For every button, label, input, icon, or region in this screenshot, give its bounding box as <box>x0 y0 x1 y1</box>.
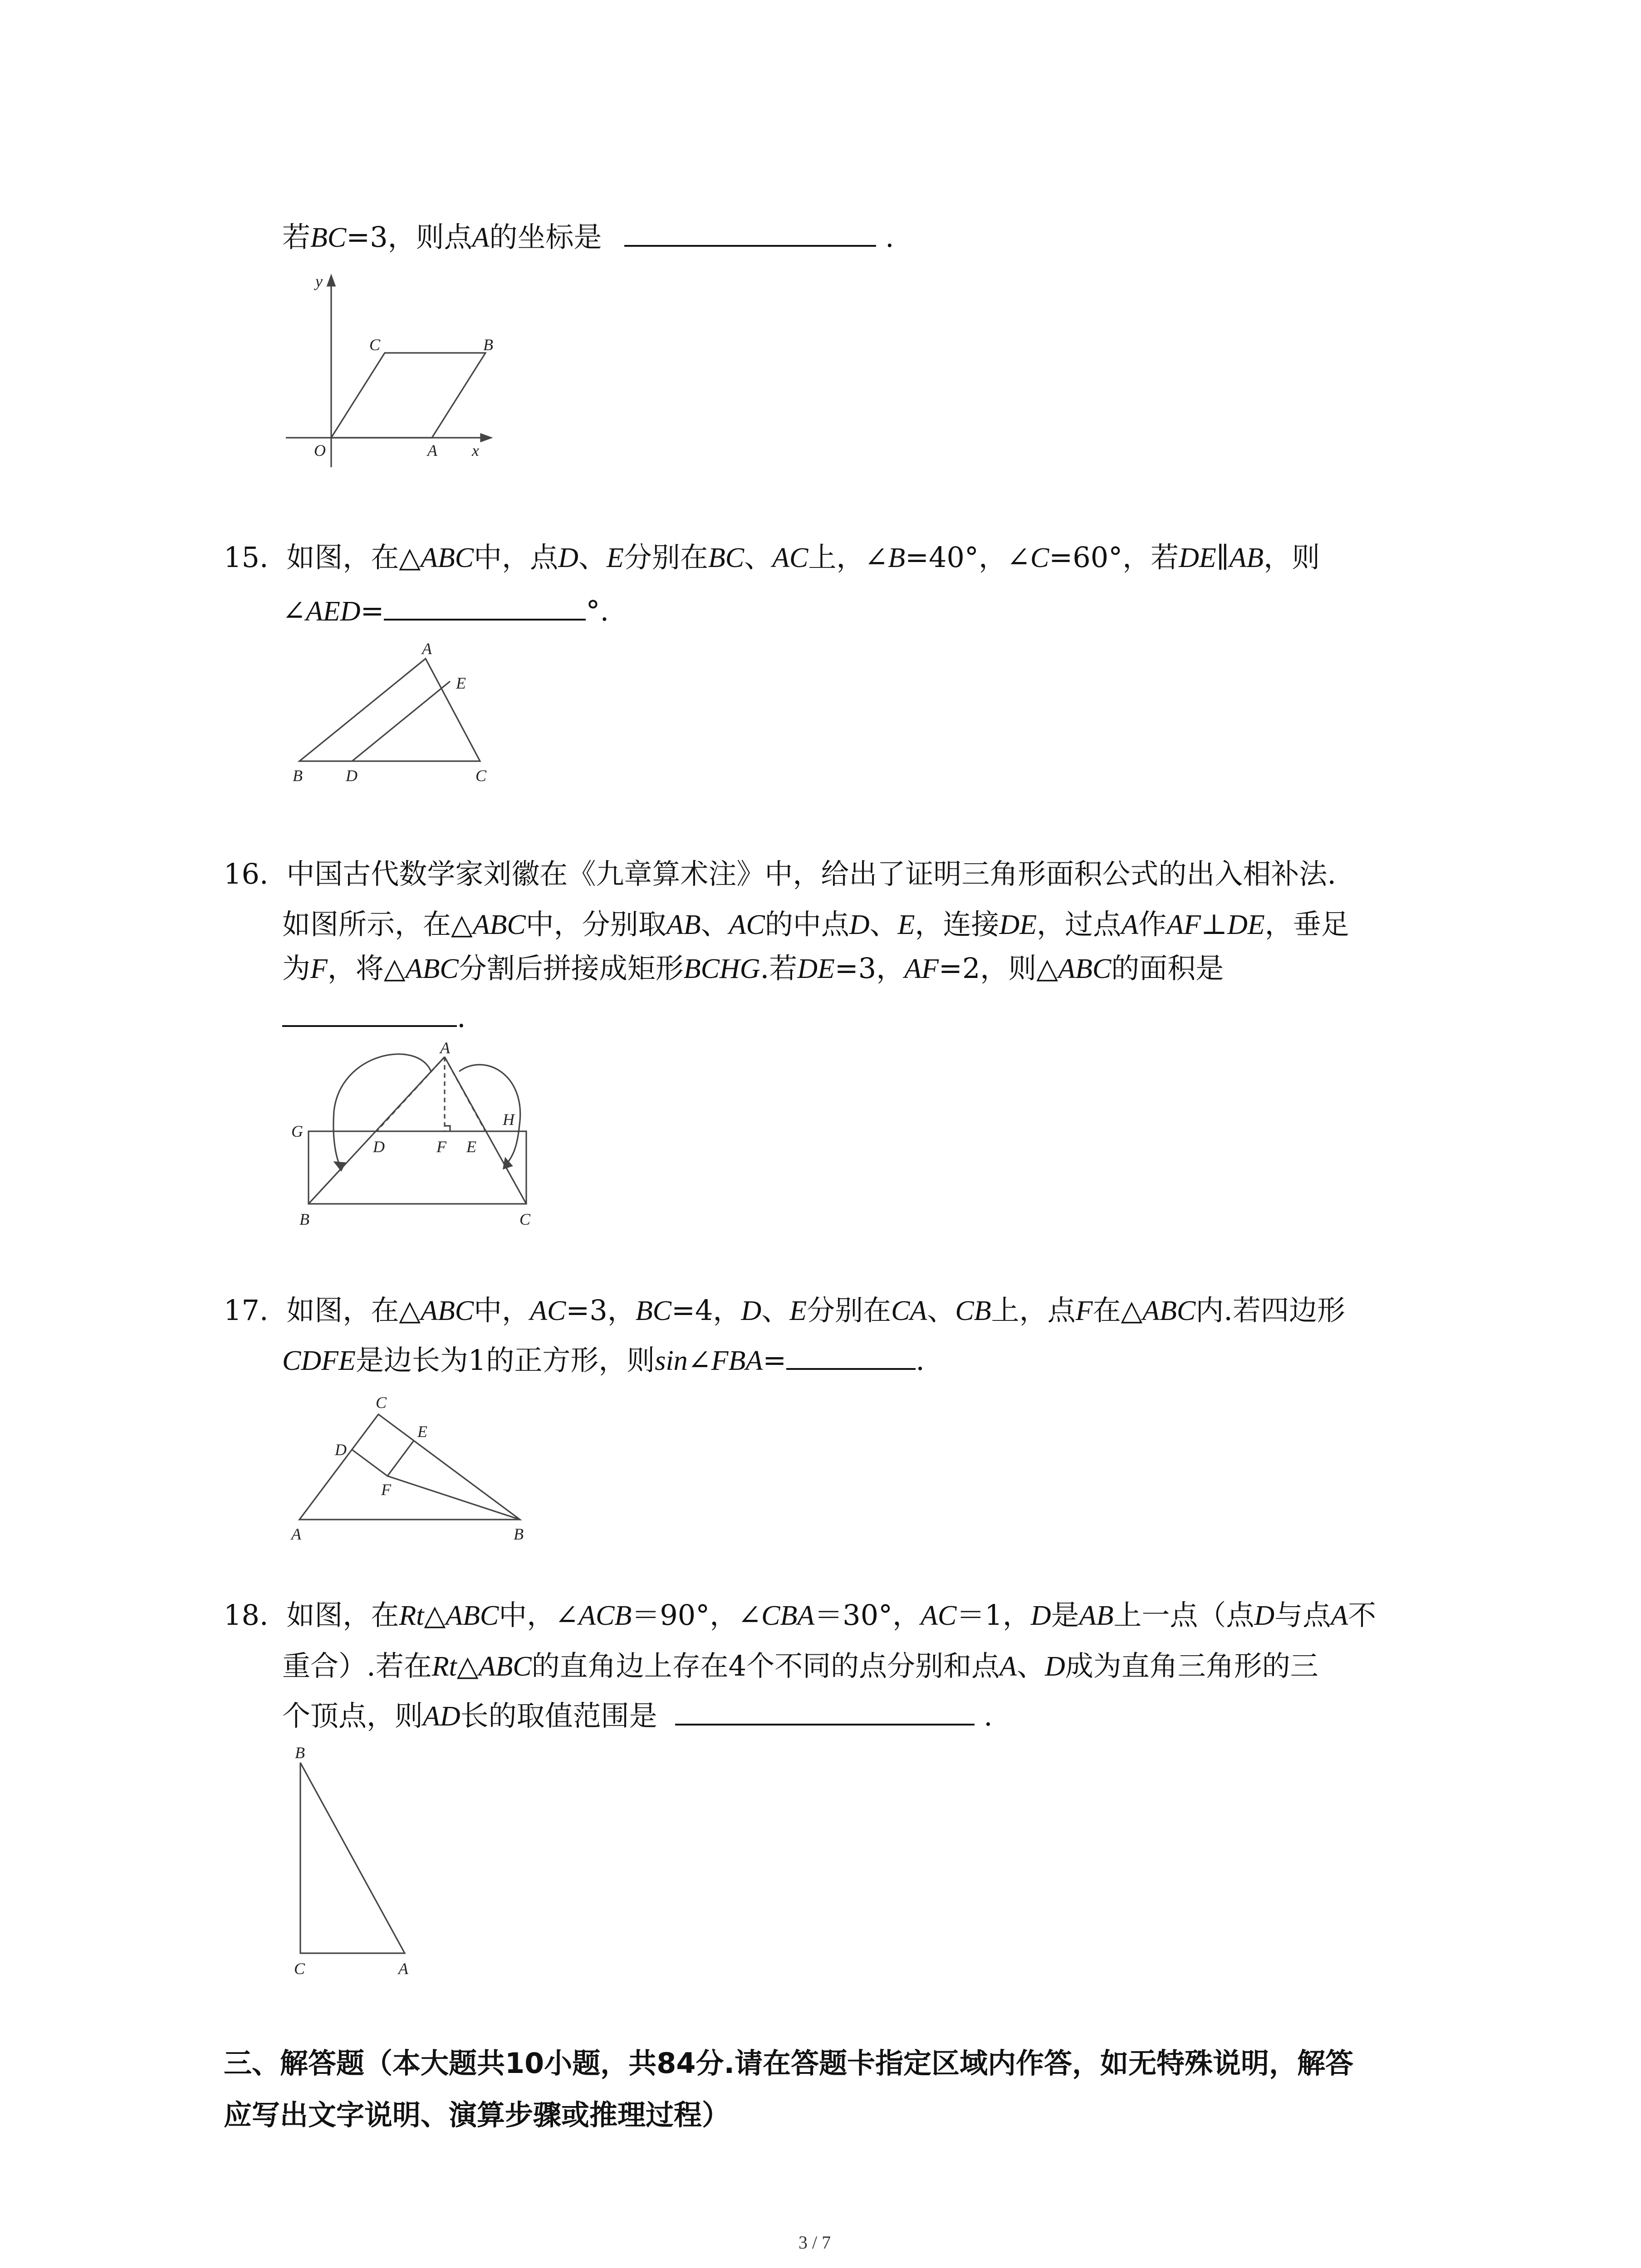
label-y: y <box>315 272 323 290</box>
page-number: 3 / 7 <box>798 2232 831 2253</box>
triangle-abc <box>299 1414 520 1520</box>
q18-answer-blank[interactable] <box>675 1719 975 1725</box>
label-a: A <box>440 1039 450 1057</box>
label-b: B <box>483 336 493 354</box>
q15-answer-blank[interactable] <box>384 614 586 621</box>
right-angle-mark <box>445 1126 450 1131</box>
y-axis-arrow-icon <box>328 276 335 286</box>
q16-line4: . <box>282 1003 466 1031</box>
q16-line1: 16. 中国古代数学家刘徽在《九章算术注》中，给出了证明三角形面积公式的出入相补法. <box>224 857 1337 890</box>
label-e: E <box>456 674 466 692</box>
label-c: C <box>294 1960 305 1978</box>
q17-answer-blank[interactable] <box>786 1364 916 1370</box>
x-axis-arrow-icon <box>481 434 491 441</box>
section-3-heading-line2: 应写出文字说明、演算步骤或推理过程） <box>224 2098 730 2131</box>
label-d: D <box>346 767 358 785</box>
label-a: A <box>422 640 432 658</box>
question-number-17: 17. <box>224 1294 269 1327</box>
label-a: A <box>291 1525 301 1543</box>
q18-line3: 个顶点，则AD长的取值范围是 . <box>282 1699 993 1732</box>
segment-fb <box>387 1476 520 1520</box>
q15-line1: 15. 如图，在△ABC中，点D、E分别在BC、AC上，∠B=40°，∠C=60°，若DE∥AB，则 <box>224 541 1320 574</box>
label-a: A <box>427 441 437 459</box>
q17-line1: 17. 如图，在△ABC中，AC=3，BC=4，D、E分别在CA、CB上，点F在△ABC内.若四边形 <box>224 1294 1345 1327</box>
figure-18-right-triangle <box>281 1742 426 1987</box>
label-e: E <box>417 1422 427 1441</box>
q17-line2: CDFE是边长为1的正方形，则sin∠FBA= . <box>282 1344 925 1377</box>
label-c: C <box>376 1393 387 1412</box>
question-number-18: 18. <box>224 1598 269 1632</box>
figure-15-triangle <box>281 635 508 798</box>
label-b: B <box>295 1744 305 1762</box>
q18-line1: 18. 如图，在Rt△ABC中，∠ACB＝90°，∠CBA＝30°，AC＝1，D是AB上一点（点D与点A不 <box>224 1598 1376 1632</box>
label-o: O <box>314 441 326 459</box>
label-c: C <box>369 336 381 354</box>
parallelogram-oabc <box>331 353 485 438</box>
arrow-right-icon <box>504 1158 512 1168</box>
q14-line1: 若BC=3，则点A的坐标是 . <box>282 220 894 254</box>
q14-answer-blank[interactable] <box>624 240 876 247</box>
label-b: B <box>293 767 303 785</box>
label-b: B <box>514 1525 524 1543</box>
label-c: C <box>519 1210 531 1228</box>
triangle-abc <box>300 1763 405 1953</box>
question-number-15: 15. <box>224 541 269 574</box>
label-f: F <box>436 1138 446 1156</box>
square-cdfe <box>352 1441 414 1476</box>
figure-16-rectangle <box>290 1039 572 1243</box>
label-h: H <box>503 1110 514 1129</box>
label-e: E <box>466 1138 476 1156</box>
label-x: x <box>472 441 479 459</box>
q16-line2: 如图所示，在△ABC中，分别取AB、AC的中点D、E，连接DE，过点A作AF⊥DE，垂足 <box>282 908 1349 941</box>
q18-line2: 重合）.若在Rt△ABC的直角边上存在4个不同的点分别和点A、D成为直角三角形的三 <box>282 1649 1318 1682</box>
figure-14-parallelogram <box>272 268 508 476</box>
label-a: A <box>398 1960 408 1978</box>
triangle-abc <box>299 659 480 761</box>
question-number-16: 16. <box>224 857 269 890</box>
figure-17-square-in-triangle <box>281 1388 535 1551</box>
segment-de <box>352 681 450 761</box>
q16-answer-blank[interactable] <box>282 1021 457 1027</box>
label-g: G <box>291 1122 303 1140</box>
label-f: F <box>381 1481 391 1499</box>
q16-line3: 为F，将△ABC分割后拼接成矩形BCHG.若DE=3，AF=2，则△ABC的面积是 <box>282 952 1224 985</box>
label-b: B <box>299 1210 309 1228</box>
q15-line2: ∠AED= °. <box>282 594 609 627</box>
label-d: D <box>373 1138 385 1156</box>
label-d: D <box>335 1441 347 1459</box>
label-c: C <box>475 767 487 785</box>
section-3-heading-line1: 三、解答题（本大题共10小题，共84分.请在答题卡指定区域内作答，如无特殊说明，解答 <box>224 2047 1354 2080</box>
arrow-left-icon <box>335 1162 345 1170</box>
